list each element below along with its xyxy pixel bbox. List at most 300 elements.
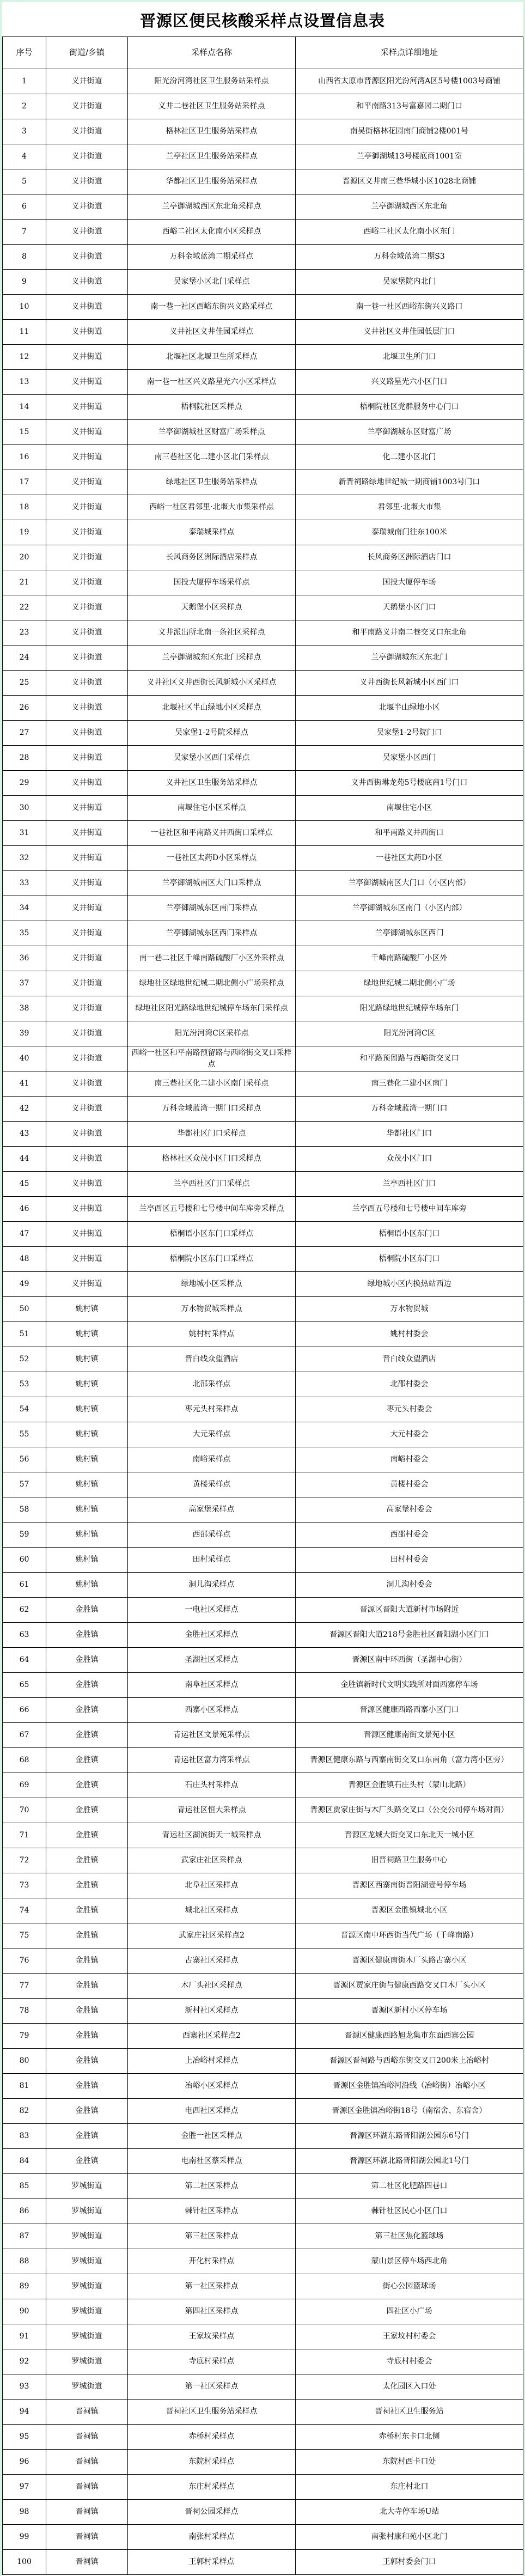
cell-site-address: 和平南路义井南二巷交叉口东北角 <box>296 620 523 645</box>
table-row <box>3 2324 523 2349</box>
table-row <box>3 2074 523 2099</box>
cell-site-address: 晋源区贾家庄街与健康西路交叉口木厂头小区 <box>296 1974 523 1999</box>
cell-township: 金胜镇 <box>46 1698 128 1723</box>
cell-township: 金胜镇 <box>46 1898 128 1923</box>
cell-township: 义井街道 <box>46 971 128 996</box>
table-body <box>3 69 523 2575</box>
cell-serial: 96 <box>3 2450 46 2475</box>
table-row <box>3 1898 523 1923</box>
cell-township: 义井街道 <box>46 896 128 921</box>
table-row <box>3 1948 523 1974</box>
cell-site-name: 一巷社区和平南路义井西街口采样点 <box>128 821 296 846</box>
cell-township: 义井街道 <box>46 420 128 445</box>
cell-site-name: 义井社区卫生服务站采样点 <box>128 771 296 796</box>
cell-township: 晋祠镇 <box>46 2425 128 2450</box>
cell-serial: 85 <box>3 2174 46 2199</box>
cell-township: 姚村镇 <box>46 1372 128 1397</box>
cell-site-name: 绿地社区阳光路绿地世纪城停车场东门采样点 <box>128 996 296 1021</box>
cell-township: 金胜镇 <box>46 1848 128 1873</box>
cell-site-name: 吴家堡小区西门采样点 <box>128 746 296 771</box>
cell-serial: 95 <box>3 2425 46 2450</box>
cell-site-address: 梧桐院社区党群服务中心门口 <box>296 395 523 420</box>
cell-township: 晋祠镇 <box>46 2475 128 2500</box>
cell-site-address: 吴家堡1-2号院门口 <box>296 721 523 746</box>
cell-township: 义井街道 <box>46 1071 128 1097</box>
cell-site-name: 吴家堡1-2号院采样点 <box>128 721 296 746</box>
cell-township: 晋祠镇 <box>46 2450 128 2475</box>
column-header-serial: 序号 <box>3 37 46 69</box>
cell-site-address: 晋源区龙城大街交叉口东北天一城小区 <box>296 1823 523 1848</box>
cell-serial: 7 <box>3 220 46 245</box>
cell-serial: 68 <box>3 1748 46 1773</box>
table-row <box>3 2500 523 2525</box>
cell-serial: 35 <box>3 921 46 946</box>
cell-site-address: 南三巷化二建小区南门 <box>296 1071 523 1097</box>
cell-township: 姚村镇 <box>46 1297 128 1322</box>
table-row <box>3 1748 523 1773</box>
column-header-township: 街道/乡镇 <box>46 37 128 69</box>
cell-site-address: 一巷社区太药D小区 <box>296 846 523 871</box>
cell-site-address: 兰亭西社区门口 <box>296 1172 523 1197</box>
table-row <box>3 821 523 846</box>
cell-site-address: 化二建小区北门 <box>296 445 523 470</box>
cell-serial: 83 <box>3 2124 46 2149</box>
table-row <box>3 1823 523 1848</box>
table-row <box>3 2475 523 2500</box>
cell-serial: 78 <box>3 1999 46 2024</box>
cell-site-name: 万水物贸城采样点 <box>128 1297 296 1322</box>
cell-township: 义井街道 <box>46 1097 128 1122</box>
cell-township: 姚村镇 <box>46 1322 128 1347</box>
cell-township: 义井街道 <box>46 671 128 696</box>
cell-township: 义井街道 <box>46 796 128 821</box>
cell-serial: 6 <box>3 194 46 220</box>
cell-township: 金胜镇 <box>46 2074 128 2099</box>
cell-site-name: 南张村采样点 <box>128 2525 296 2550</box>
cell-serial: 64 <box>3 1648 46 1673</box>
cell-site-address: 晋源区新村小区停车场 <box>296 1999 523 2024</box>
cell-township: 姚村镇 <box>46 1548 128 1573</box>
cell-site-name: 第一社区采样点 <box>128 2274 296 2299</box>
cell-serial: 58 <box>3 1497 46 1523</box>
cell-site-name: 西寨社区采样点2 <box>128 2024 296 2049</box>
cell-site-name: 第四社区采样点 <box>128 2299 296 2324</box>
table-row <box>3 1272 523 1297</box>
cell-township: 义井街道 <box>46 69 128 94</box>
table-row <box>3 2400 523 2425</box>
cell-serial: 65 <box>3 1673 46 1698</box>
table-row <box>3 345 523 370</box>
table-row <box>3 1222 523 1247</box>
table-row <box>3 2274 523 2299</box>
table-row <box>3 144 523 169</box>
cell-serial: 75 <box>3 1923 46 1948</box>
table-row <box>3 645 523 671</box>
cell-site-name: 南一巷一社区兴义路星光六小区采样点 <box>128 370 296 395</box>
cell-serial: 40 <box>3 1046 46 1071</box>
cell-site-address: 长风商务区洲际酒店门口 <box>296 545 523 570</box>
cell-serial: 33 <box>3 871 46 896</box>
cell-site-address: 晋源区健康南街木厂头路古寨小区 <box>296 1948 523 1974</box>
cell-site-name: 开化村采样点 <box>128 2249 296 2274</box>
cell-township: 义井街道 <box>46 1122 128 1147</box>
cell-serial: 41 <box>3 1071 46 1097</box>
cell-township: 罗城街道 <box>46 2299 128 2324</box>
cell-township: 义井街道 <box>46 144 128 169</box>
cell-township: 罗城街道 <box>46 2199 128 2224</box>
cell-site-address: 棘针社区民心小区门口 <box>296 2199 523 2224</box>
cell-site-address: 田村村委会 <box>296 1548 523 1573</box>
cell-site-address: 和平南路313号富嘉园二期门口 <box>296 94 523 119</box>
table-row <box>3 2249 523 2274</box>
cell-township: 义井街道 <box>46 746 128 771</box>
cell-site-name: 青运社区富力湾采样点 <box>128 1748 296 1773</box>
table-row <box>3 2124 523 2149</box>
cell-site-name: 洞儿沟采样点 <box>128 1573 296 1598</box>
cell-site-name: 木厂头社区采样点 <box>128 1974 296 1999</box>
table-row <box>3 1623 523 1648</box>
cell-site-name: 万科金域蓝湾二期采样点 <box>128 245 296 270</box>
cell-site-address: 兴义路星光六小区门口 <box>296 370 523 395</box>
cell-site-name: 国投大厦停车场采样点 <box>128 570 296 595</box>
cell-site-address: 晋白线众望酒店 <box>296 1347 523 1372</box>
table-row <box>3 1347 523 1372</box>
cell-site-address: 枣元头村委会 <box>296 1397 523 1422</box>
table-row <box>3 2425 523 2450</box>
cell-township: 义井街道 <box>46 220 128 245</box>
cell-site-name: 城北社区采样点 <box>128 1898 296 1923</box>
cell-serial: 97 <box>3 2475 46 2500</box>
cell-serial: 47 <box>3 1222 46 1247</box>
cell-site-name: 黄楼采样点 <box>128 1472 296 1497</box>
cell-serial: 2 <box>3 94 46 119</box>
cell-site-name: 绿地社区绿地世纪城二期北侧小广场采样点 <box>128 971 296 996</box>
table-row <box>3 896 523 921</box>
table-row <box>3 220 523 245</box>
cell-serial: 82 <box>3 2099 46 2124</box>
cell-site-address: 山西省太原市晋源区阳光汾河湾A区5号楼1003号商铺 <box>296 69 523 94</box>
cell-township: 金胜镇 <box>46 1948 128 1974</box>
cell-township: 义井街道 <box>46 1172 128 1197</box>
cell-site-name: 赤桥村采样点 <box>128 2425 296 2450</box>
table-row <box>3 295 523 320</box>
cell-township: 罗城街道 <box>46 2349 128 2374</box>
cell-site-address: 和平路预留路与西峪街交叉口 <box>296 1046 523 1071</box>
cell-site-address: 梧桐院小区东门口 <box>296 1247 523 1272</box>
cell-site-address: 晋源区晋阳大道218号金胜社区晋阳湖小区门口 <box>296 1623 523 1648</box>
cell-township: 金胜镇 <box>46 2049 128 2074</box>
cell-site-address: 晋源区健康西路西寨小区门口 <box>296 1698 523 1723</box>
cell-site-name: 高家堡采样点 <box>128 1497 296 1523</box>
table-row <box>3 946 523 971</box>
cell-serial: 23 <box>3 620 46 645</box>
cell-township: 罗城街道 <box>46 2224 128 2249</box>
cell-serial: 51 <box>3 1322 46 1347</box>
table-row <box>3 1071 523 1097</box>
cell-site-name: 王家坟采样点 <box>128 2324 296 2349</box>
table-row <box>3 2174 523 2199</box>
cell-site-address: 姚村村委会 <box>296 1322 523 1347</box>
cell-serial: 19 <box>3 520 46 545</box>
table-row <box>3 1472 523 1497</box>
cell-site-name: 冶峪小区采样点 <box>128 2074 296 2099</box>
table-row <box>3 796 523 821</box>
cell-serial: 79 <box>3 2024 46 2049</box>
table-row <box>3 2099 523 2124</box>
cell-site-address: 赤桥村东卡口北侧 <box>296 2425 523 2450</box>
cell-site-address: 北堰半山绿地小区 <box>296 696 523 721</box>
cell-serial: 54 <box>3 1397 46 1422</box>
cell-site-address: 晋源区贾家庄街与木厂头路交叉口（公交公司停车场对面） <box>296 1798 523 1823</box>
cell-township: 罗城街道 <box>46 2324 128 2349</box>
cell-serial: 91 <box>3 2324 46 2349</box>
cell-site-address: 新晋祠路绿地世纪城一期商铺1003号门口 <box>296 470 523 495</box>
table-row <box>3 2224 523 2249</box>
cell-serial: 63 <box>3 1623 46 1648</box>
cell-serial: 72 <box>3 1848 46 1873</box>
cell-township: 罗城街道 <box>46 2174 128 2199</box>
table-row <box>3 1021 523 1046</box>
cell-site-address: 吴家堡小区西门 <box>296 746 523 771</box>
cell-site-address: 晋源区南中环西街（圣湖中心街） <box>296 1648 523 1673</box>
cell-serial: 8 <box>3 245 46 270</box>
cell-site-name: 北堰社区北堰卫生所采样点 <box>128 345 296 370</box>
cell-serial: 24 <box>3 645 46 671</box>
cell-site-name: 万科金域蓝湾一期门口采样点 <box>128 1097 296 1122</box>
cell-township: 金胜镇 <box>46 1598 128 1623</box>
cell-serial: 87 <box>3 2224 46 2249</box>
cell-site-address: 东庄村北口 <box>296 2475 523 2500</box>
cell-site-address: 晋源区环湖北路晋阳湖公园北1号门 <box>296 2149 523 2174</box>
cell-site-name: 电西社区采样点 <box>128 2099 296 2124</box>
cell-township: 罗城街道 <box>46 2374 128 2400</box>
cell-township: 金胜镇 <box>46 2124 128 2149</box>
cell-site-name: 南三巷社区化二建小区北门采样点 <box>128 445 296 470</box>
cell-serial: 44 <box>3 1147 46 1172</box>
cell-site-address: 千峰南路硫酸厂小区外 <box>296 946 523 971</box>
cell-site-name: 格林社区卫生服务站采样点 <box>128 119 296 144</box>
cell-site-name: 西峪一社区和平南路预留路与西峪街交叉口采样点 <box>128 1046 296 1071</box>
table-row <box>3 470 523 495</box>
cell-serial: 26 <box>3 696 46 721</box>
cell-site-name: 阳光汾河湾社区卫生服务站采样点 <box>128 69 296 94</box>
cell-site-address: 华都社区门口 <box>296 1122 523 1147</box>
table-row <box>3 245 523 270</box>
cell-township: 晋祠镇 <box>46 2525 128 2550</box>
cell-site-name: 棘针社区采样点 <box>128 2199 296 2224</box>
cell-site-name: 上冶峪村采样点 <box>128 2049 296 2074</box>
cell-site-name: 第一社区采样点 <box>128 2374 296 2400</box>
cell-site-name: 金胜一社区采样点 <box>128 2124 296 2149</box>
cell-serial: 70 <box>3 1798 46 1823</box>
table-row <box>3 545 523 570</box>
cell-site-name: 绿地城小区采样点 <box>128 1272 296 1297</box>
cell-township: 金胜镇 <box>46 1748 128 1773</box>
cell-site-address: 黄楼村委会 <box>296 1472 523 1497</box>
cell-serial: 56 <box>3 1447 46 1472</box>
table-row <box>3 1974 523 1999</box>
table-row <box>3 846 523 871</box>
table-row <box>3 2049 523 2074</box>
cell-serial: 92 <box>3 2349 46 2374</box>
table-row <box>3 1322 523 1347</box>
cell-serial: 88 <box>3 2249 46 2274</box>
cell-township: 义井街道 <box>46 119 128 144</box>
cell-site-name: 青运社区文景苑采样点 <box>128 1723 296 1748</box>
cell-site-address: 天鹅堡小区门口 <box>296 595 523 620</box>
cell-site-address: 晋源区晋阳大道新村市场附近 <box>296 1598 523 1623</box>
cell-serial: 43 <box>3 1122 46 1147</box>
cell-township: 金胜镇 <box>46 2149 128 2174</box>
cell-site-address: 第二社区化肥路四巷口 <box>296 2174 523 2199</box>
cell-site-address: 晋源区西寨南街晋阳湖壹号停车场 <box>296 1873 523 1898</box>
cell-site-address: 兰亭御湖城东区西门 <box>296 921 523 946</box>
cell-site-address: 兰亭御湖城东区财富广场 <box>296 420 523 445</box>
cell-serial: 4 <box>3 144 46 169</box>
table-row <box>3 1873 523 1898</box>
cell-site-name: 石庄头村采样点 <box>128 1773 296 1798</box>
cell-serial: 14 <box>3 395 46 420</box>
cell-serial: 22 <box>3 595 46 620</box>
cell-site-address: 绿地世纪城二期北侧小广场 <box>296 971 523 996</box>
cell-serial: 5 <box>3 169 46 194</box>
cell-township: 金胜镇 <box>46 1923 128 1948</box>
spreadsheet-page <box>2 2 523 2576</box>
cell-site-address: 晋源区金胜镇冶峪河沿线（冶峪街）冶峪小区 <box>296 2074 523 2099</box>
table-row <box>3 1046 523 1071</box>
cell-site-address: 君邻里·北堰大市集 <box>296 495 523 520</box>
cell-township: 义井街道 <box>46 570 128 595</box>
column-header-site-name: 采样点名称 <box>128 37 296 69</box>
cell-site-name: 阳光汾河湾C区采样点 <box>128 1021 296 1046</box>
cell-serial: 49 <box>3 1272 46 1297</box>
cell-township: 义井街道 <box>46 645 128 671</box>
cell-site-address: 蒙山景区停车场西北角 <box>296 2249 523 2274</box>
cell-site-name: 枣元头村采样点 <box>128 1397 296 1422</box>
cell-site-address: 晋祠社区卫生服务站 <box>296 2400 523 2425</box>
cell-site-address: 东院村西卡口处 <box>296 2450 523 2475</box>
cell-site-address: 洞儿沟村委会 <box>296 1573 523 1598</box>
cell-serial: 55 <box>3 1422 46 1447</box>
table-row <box>3 420 523 445</box>
cell-site-address: 兰亭御湖城东区南门（小区内部） <box>296 896 523 921</box>
cell-township: 金胜镇 <box>46 1723 128 1748</box>
cell-site-name: 古寨社区采样点 <box>128 1948 296 1974</box>
cell-township: 金胜镇 <box>46 2024 128 2049</box>
cell-township: 义井街道 <box>46 245 128 270</box>
cell-serial: 59 <box>3 1523 46 1548</box>
table-row <box>3 2199 523 2224</box>
cell-site-address: 泰瑞城南门往东100米 <box>296 520 523 545</box>
cell-site-name: 金胜社区采样点 <box>128 1623 296 1648</box>
cell-township: 义井街道 <box>46 871 128 896</box>
cell-township: 义井街道 <box>46 370 128 395</box>
table-row <box>3 169 523 194</box>
table-row <box>3 921 523 946</box>
cell-serial: 16 <box>3 445 46 470</box>
cell-township: 义井街道 <box>46 921 128 946</box>
cell-serial: 9 <box>3 270 46 295</box>
cell-township: 金胜镇 <box>46 1773 128 1798</box>
cell-site-name: 姚村村采样点 <box>128 1322 296 1347</box>
cell-township: 义井街道 <box>46 395 128 420</box>
cell-site-name: 天鹅堡小区采样点 <box>128 595 296 620</box>
cell-site-address: 南张村康和苑小区北门 <box>296 2525 523 2550</box>
table-row <box>3 871 523 896</box>
cell-serial: 45 <box>3 1172 46 1197</box>
cell-township: 罗城街道 <box>46 2274 128 2299</box>
cell-township: 义井街道 <box>46 946 128 971</box>
cell-site-name: 兰亭御湖城西区东北角采样点 <box>128 194 296 220</box>
cell-township: 义井街道 <box>46 520 128 545</box>
cell-site-name: 武家庄社区采样点 <box>128 1848 296 1873</box>
page-title: 晋源区便民核酸采样点设置信息表 <box>139 11 385 30</box>
cell-site-address: 兰亭御湖城13号楼底商1001室 <box>296 144 523 169</box>
cell-site-name: 绿地社区卫生服务站采样点 <box>128 470 296 495</box>
cell-site-name: 兰亭御湖城社区财富广场采样点 <box>128 420 296 445</box>
cell-township: 金胜镇 <box>46 2099 128 2124</box>
cell-site-address: 吴家堡院内北门 <box>296 270 523 295</box>
cell-serial: 15 <box>3 420 46 445</box>
cell-serial: 30 <box>3 796 46 821</box>
cell-site-name: 寺底村采样点 <box>128 2349 296 2374</box>
cell-serial: 86 <box>3 2199 46 2224</box>
cell-township: 义井街道 <box>46 94 128 119</box>
cell-township: 金胜镇 <box>46 1648 128 1673</box>
cell-site-name: 西寨小区采样点 <box>128 1698 296 1723</box>
cell-township: 姚村镇 <box>46 1447 128 1472</box>
table-row <box>3 620 523 645</box>
cell-site-address: 晋源区健康东路与西寨南街交叉口东南角（富力湾小区旁） <box>296 1748 523 1773</box>
cell-township: 义井街道 <box>46 1272 128 1297</box>
table-row <box>3 2024 523 2049</box>
table-row <box>3 94 523 119</box>
cell-site-address: 义井社区义井佳园低层门口 <box>296 320 523 345</box>
cell-site-name: 长风商务区洲际酒店采样点 <box>128 545 296 570</box>
cell-serial: 73 <box>3 1873 46 1898</box>
cell-site-name: 梧桐院社区采样点 <box>128 395 296 420</box>
cell-township: 姚村镇 <box>46 1347 128 1372</box>
cell-site-name: 大元采样点 <box>128 1422 296 1447</box>
cell-site-address: 南峪村委会 <box>296 1447 523 1472</box>
cell-township: 义井街道 <box>46 194 128 220</box>
cell-site-name: 西峪二社区太化南小区采样点 <box>128 220 296 245</box>
cell-site-address: 阳光汾河湾C区 <box>296 1021 523 1046</box>
cell-site-name: 南一巷二社区千峰南路硫酸厂小区外采样点 <box>128 946 296 971</box>
table-row <box>3 1247 523 1272</box>
cell-serial: 57 <box>3 1472 46 1497</box>
table-header <box>3 37 523 69</box>
table-row <box>3 1122 523 1147</box>
cell-serial: 46 <box>3 1197 46 1222</box>
cell-site-address: 阳光路绿地世纪城停车场东门 <box>296 996 523 1021</box>
table-row <box>3 1397 523 1422</box>
table-row <box>3 395 523 420</box>
cell-serial: 11 <box>3 320 46 345</box>
cell-site-name: 晋白线众望酒店 <box>128 1347 296 1372</box>
table-row <box>3 971 523 996</box>
cell-township: 义井街道 <box>46 470 128 495</box>
cell-township: 义井街道 <box>46 996 128 1021</box>
cell-site-address: 南吴街格林花园南门商铺2楼001号 <box>296 119 523 144</box>
cell-site-address: 北堰卫生所门口 <box>296 345 523 370</box>
cell-serial: 93 <box>3 2374 46 2400</box>
cell-township: 义井街道 <box>46 846 128 871</box>
cell-site-name: 吴家堡小区北门采样点 <box>128 270 296 295</box>
cell-site-name: 兰亭御湖城东区西门采样点 <box>128 921 296 946</box>
table-row <box>3 445 523 470</box>
cell-township: 义井街道 <box>46 345 128 370</box>
